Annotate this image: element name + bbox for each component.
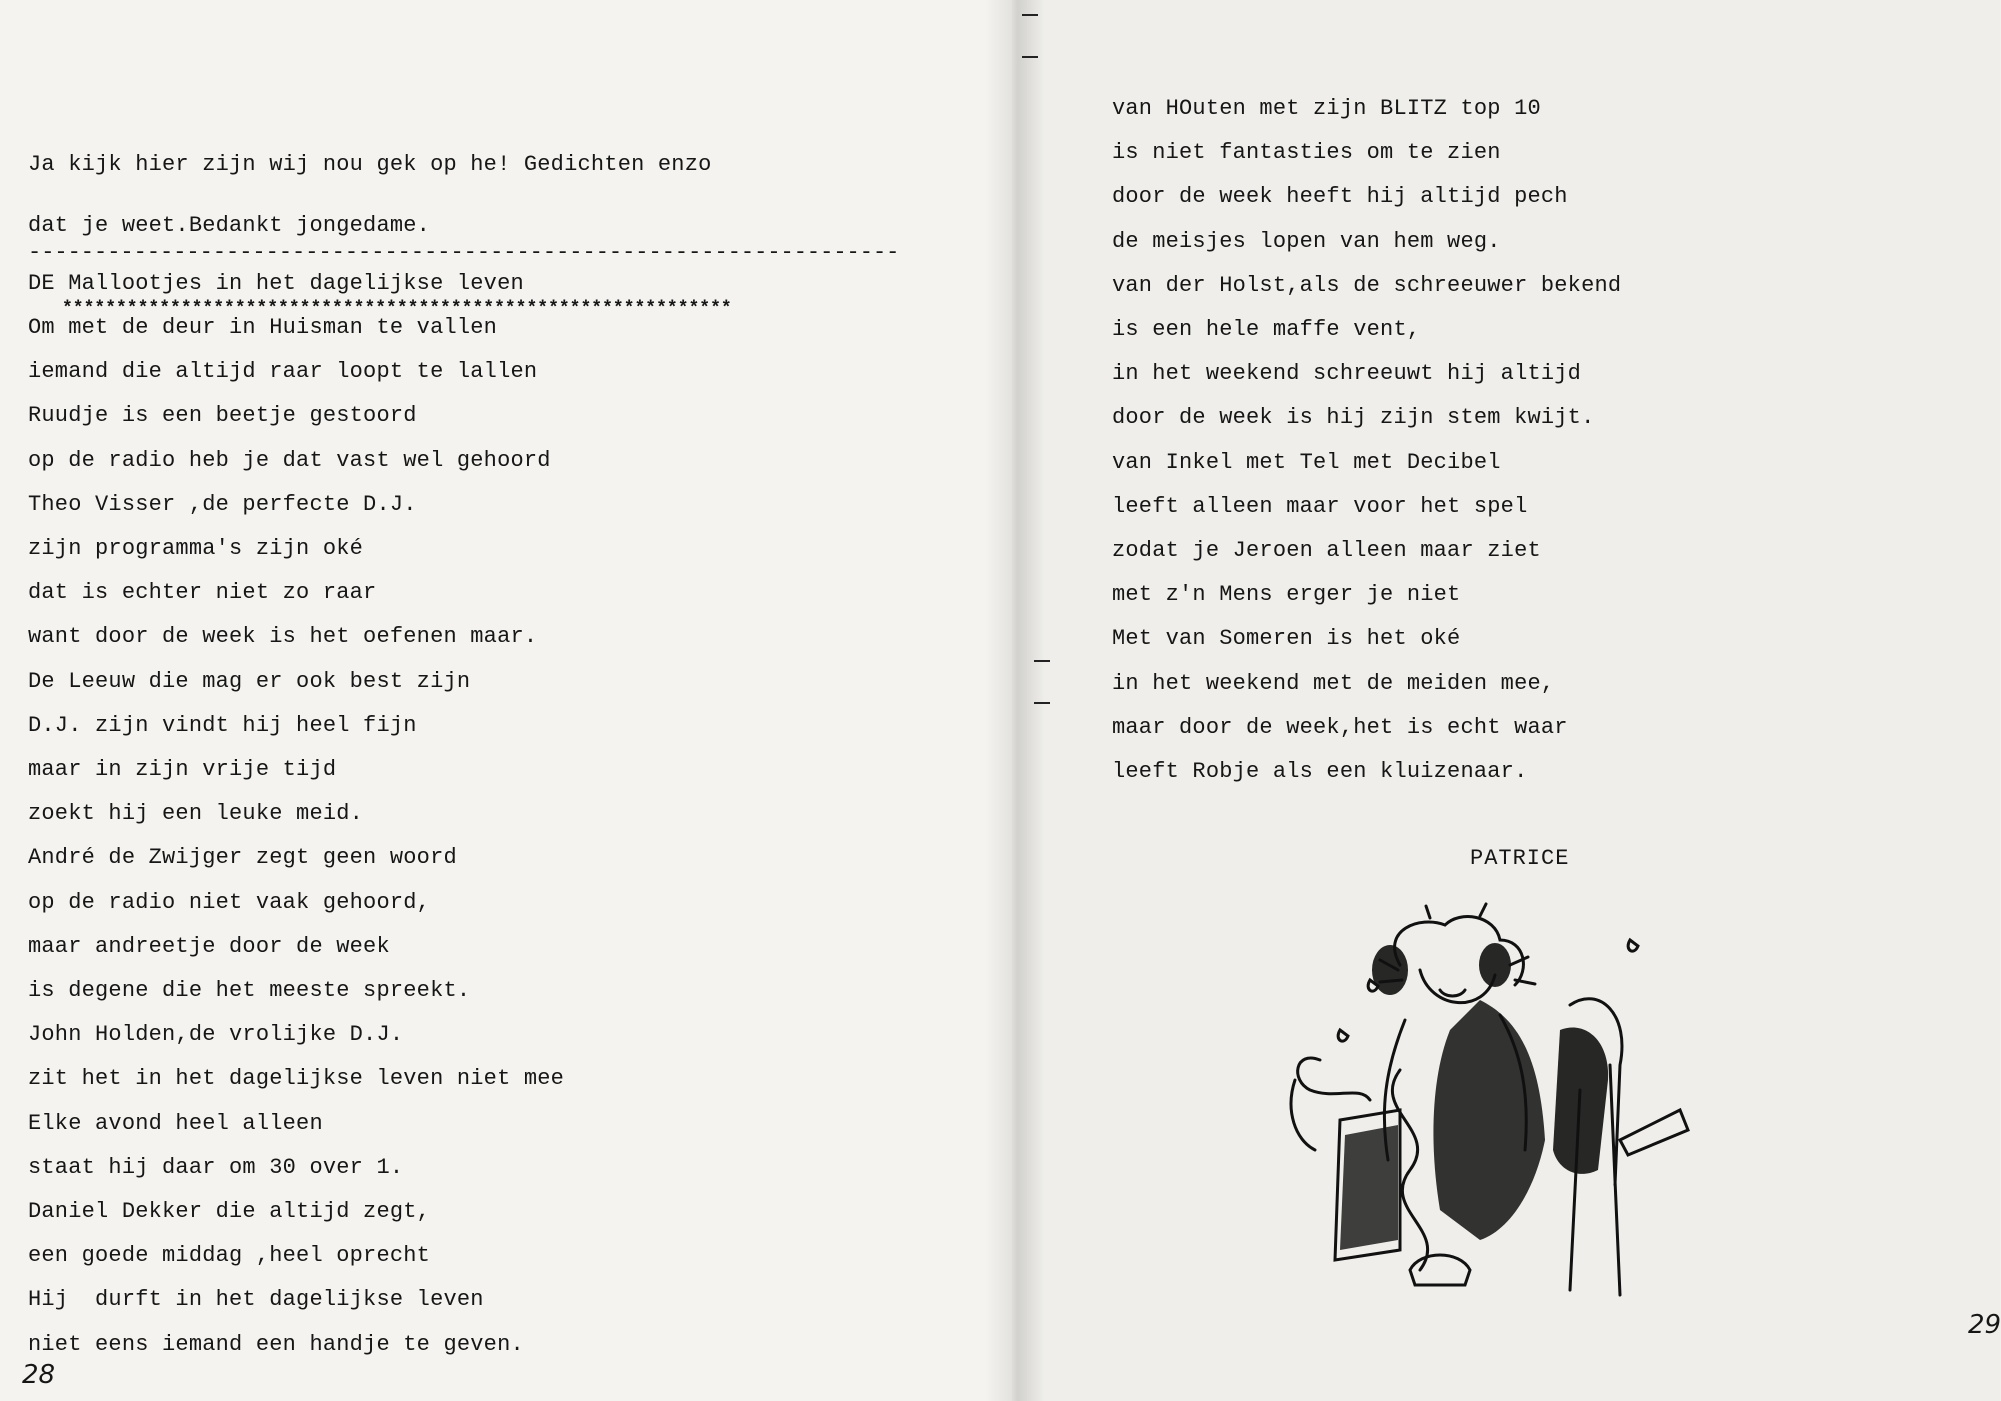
intro-line-1: Ja kijk hier zijn wij nou gek op he! Gedichten enzo bbox=[28, 152, 712, 177]
binding-mark bbox=[1022, 56, 1038, 58]
left-poem-line-24: niet eens iemand een handje te geven. bbox=[28, 1331, 524, 1357]
left-poem-line-23: Hij durft in het dagelijkse leven bbox=[28, 1287, 484, 1313]
left-poem-line-15: maar andreetje door de week bbox=[28, 933, 390, 959]
dash-separator: ------------------------------------------------------------------ bbox=[28, 240, 900, 265]
right-poem-line-10: leeft alleen maar voor het spel bbox=[1112, 493, 1528, 519]
right-poem-line-11: zodat je Jeroen alleen maar ziet bbox=[1112, 538, 1541, 563]
right-poem-line-3: door de week heeft hij altijd pech bbox=[1112, 184, 1568, 210]
left-poem-line-14: op de radio niet vaak gehoord, bbox=[28, 889, 431, 915]
page-number-left: 28 bbox=[22, 1360, 56, 1390]
cartoon-illustration bbox=[1280, 910, 1730, 1305]
left-poem-line-22: een goede middag ,heel oprecht bbox=[28, 1243, 431, 1269]
left-poem-line-17: John Holden,de vrolijke D.J. bbox=[28, 1022, 404, 1048]
left-poem-line-13: André de Zwijger zegt geen woord bbox=[28, 845, 457, 871]
right-poem-line-13: Met van Someren is het oké bbox=[1112, 626, 1461, 652]
page-number-right: 29 bbox=[1968, 1310, 2001, 1340]
left-poem-line-11: maar in zijn vrije tijd bbox=[28, 757, 337, 782]
right-poem-line-12: met z'n Mens erger je niet bbox=[1112, 582, 1461, 608]
left-poem-line-20: staat hij daar om 30 over 1. bbox=[28, 1154, 404, 1180]
left-poem-line-10: D.J. zijn vindt hij heel fijn bbox=[28, 712, 417, 738]
right-poem-line-16: leeft Robje als een kluizenaar. bbox=[1112, 759, 1528, 784]
left-poem-line-1: Om met de deur in Huisman te vallen bbox=[28, 315, 498, 340]
right-poem-line-14: in het weekend met de meiden mee, bbox=[1112, 670, 1555, 696]
right-poem-line-2: is niet fantasties om te zien bbox=[1112, 140, 1501, 166]
binding-mark bbox=[1034, 702, 1050, 704]
left-poem-line-8: want door de week is het oefenen maar. bbox=[28, 624, 538, 650]
binding-mark bbox=[1022, 14, 1038, 16]
left-poem-line-5: Theo Visser ,de perfecte D.J. bbox=[28, 491, 417, 517]
right-poem-line-4: de meisjes lopen van hem weg. bbox=[1112, 228, 1501, 254]
right-poem-line-15: maar door de week,het is echt waar bbox=[1112, 714, 1568, 740]
left-poem-line-2: iemand die altijd raar loopt te lallen bbox=[28, 359, 538, 385]
star-separator: ************************************************************** bbox=[62, 299, 732, 319]
right-poem-line-6: is een hele maffe vent, bbox=[1112, 317, 1421, 342]
intro-line-2: dat je weet.Bedankt jongedame. bbox=[28, 213, 431, 238]
left-poem-line-16: is degene die het meeste spreekt. bbox=[28, 978, 471, 1003]
right-poem-line-9: van Inkel met Tel met Decibel bbox=[1112, 449, 1501, 475]
binding-mark bbox=[1034, 660, 1050, 662]
left-poem-line-7: dat is echter niet zo raar bbox=[28, 580, 377, 606]
left-poem-line-9: De Leeuw die mag er ook best zijn bbox=[28, 668, 471, 694]
right-poem-line-5: van der Holst,als de schreeuwer bekend bbox=[1112, 272, 1622, 298]
left-poem-line-3: Ruudje is een beetje gestoord bbox=[28, 403, 417, 429]
right-poem-line-7: in het weekend schreeuwt hij altijd bbox=[1112, 361, 1582, 387]
poem-title: DE Mallootjes in het dagelijkse leven bbox=[28, 271, 524, 296]
right-poem-line-1: van HOuten met zijn BLITZ top 10 bbox=[1112, 96, 1541, 121]
left-poem-line-6: zijn programma's zijn oké bbox=[28, 536, 364, 561]
left-poem-line-21: Daniel Dekker die altijd zegt, bbox=[28, 1199, 431, 1224]
left-poem-line-19: Elke avond heel alleen bbox=[28, 1110, 323, 1136]
left-poem-line-12: zoekt hij een leuke meid. bbox=[28, 801, 364, 827]
left-poem-line-4: op de radio heb je dat vast wel gehoord bbox=[28, 447, 551, 473]
book-gutter bbox=[985, 0, 1045, 1401]
right-poem-line-8: door de week is hij zijn stem kwijt. bbox=[1112, 405, 1595, 431]
signature: PATRICE bbox=[1470, 846, 1570, 871]
left-poem-line-18: zit het in het dagelijkse leven niet mee bbox=[28, 1066, 565, 1092]
